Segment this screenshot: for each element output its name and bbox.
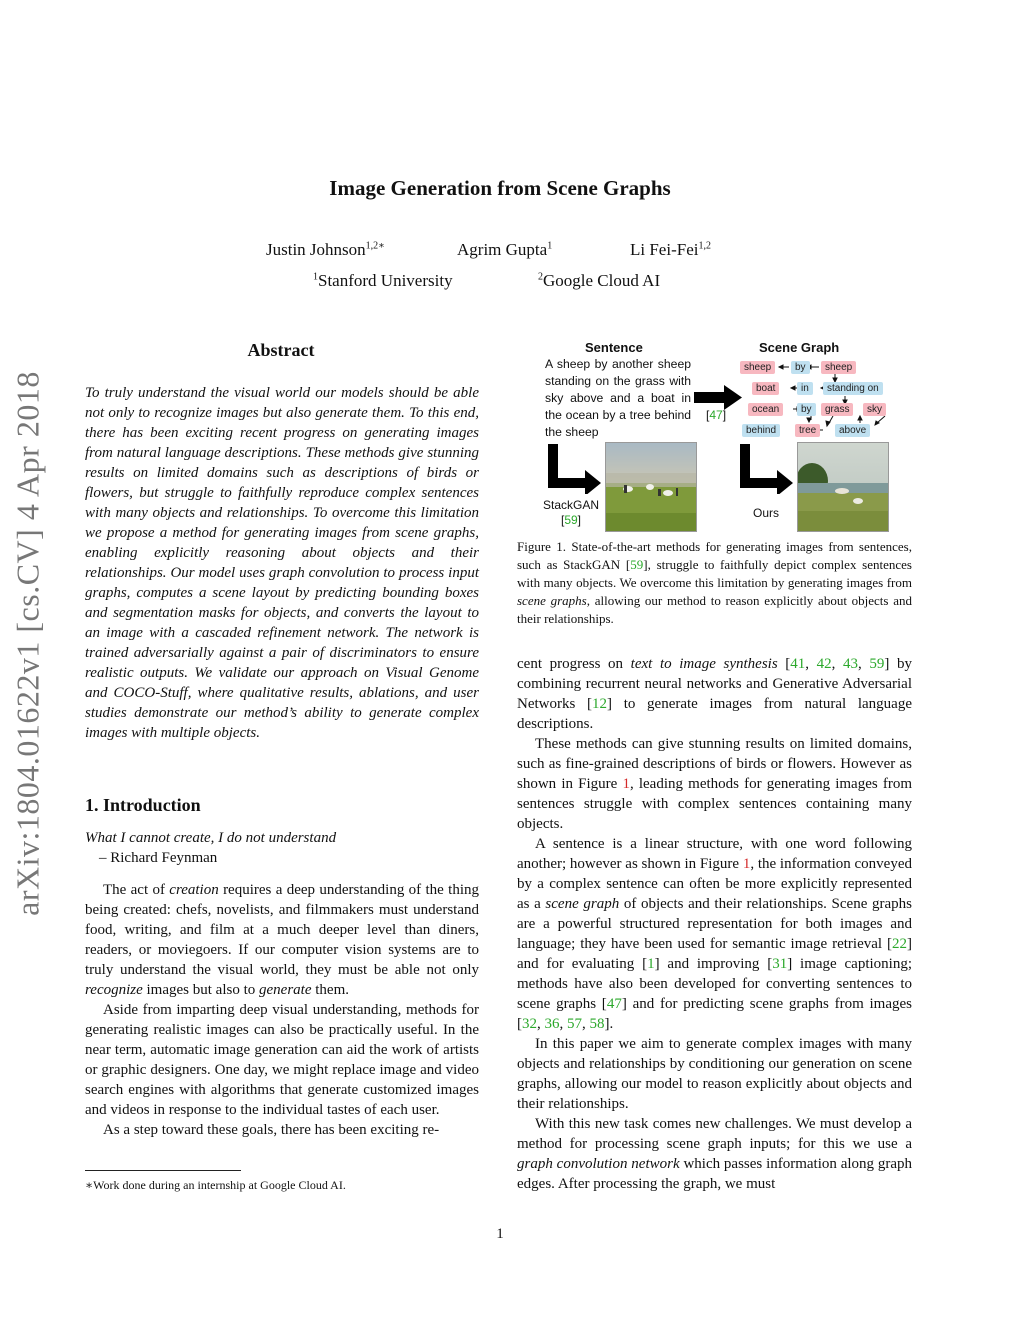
node-behind: behind (742, 424, 780, 437)
node-in: in (797, 382, 813, 395)
node-sky: sky (863, 403, 886, 416)
author-1: Justin Johnson$^{1,2∗}$ (266, 240, 385, 259)
footnote-rule (85, 1170, 241, 1171)
node-boat: boat (752, 382, 779, 395)
node-above: above (835, 424, 870, 437)
stackgan-label: StackGAN [59] (542, 498, 599, 527)
paragraph: cent progress on text to image synthesis [41, 42, 43, 59] by combining recurrent neural networks and Generative Adversarial Networks [12] to generate images from natural language descriptions. (517, 656, 913, 732)
our-output-image (797, 442, 889, 532)
scene-graph (737, 360, 915, 440)
figure-1 (515, 336, 915, 536)
abstract-heading: Abstract (247, 340, 315, 360)
node-sheep: sheep (740, 361, 775, 374)
paragraph: The act of creation requires a deep understanding of the thing being created: chefs, novelists, and filmmakers must understand food, writing, and film at a much deeper level than diners, readers, or moviegoers. If our computer vision systems are to truly understand the visual world, they must be able not only recognize images but also to generate them. (85, 882, 479, 998)
node-sheep: sheep (821, 361, 856, 374)
page-number: 1 (496, 1226, 504, 1242)
abstract-text: To truly understand the visual world our models should be able not only to recognize images but also generate them. To this end, there has been exciting recent progress on generating images from natural language descriptions. These methods give stunning results on limited domains such as descriptions of birds or flowers, but struggle to faithfully reproduce complex sentences with many objects and relationships. To overcome this limitation we propose a method for generating images from scene graphs, enabling explicitly reasoning about objects and their relationships. Our model uses graph convolution to process input graphs, computes a scene layout by predicting bounding boxes and segmentation masks for objects, and converts the layout to an image with a cascaded refinement network. The network is trained adversarially against a pair of discriminators to ensure realistic outputs. We validate our approach on Visual Genome and COCO-Stuff, where qualitative results, ablations, and user studies demonstrate our method’s ability to generate complex images with multiple objects. (85, 385, 479, 741)
author-3: Li Fei-Fei$^{1,2}$ (630, 240, 711, 259)
introduction-heading: 1. Introduction (85, 795, 201, 815)
paragraph: A sentence is a linear structure, with one word following another; however as shown in Figure 1, the information conveyed by a complex sentence can often be more explicitly represented as a scene graph of objects and their relationships. Scene graphs are a powerful structured representation for both images and language; they have been used for semantic image retrieval [22] and for evaluating [1] and improving [31] image captioning; methods have also been developed for converting sentences to scene graphs [47] and for predicting scene graphs from images [32, 36, 57, 58]. (517, 836, 913, 1032)
paper-title: Image Generation from Scene Graphs (329, 176, 671, 200)
epigraph (85, 828, 336, 868)
paragraph: In this paper we aim to generate complex images with many objects and relationships by conditioning our generation on scene graphs, allowing our model to reason explicitly about objects and their relationships. (517, 1036, 912, 1112)
node-grass: grass (821, 403, 853, 416)
node-by: by (791, 361, 810, 374)
affiliation-1: $^1$Stanford University (313, 271, 453, 290)
left-column-body (85, 880, 479, 1140)
sentence-heading: Sentence (585, 340, 643, 355)
right-column-body (517, 654, 912, 1194)
arxiv-stamp: arXiv:1804.01622v1 [cs.CV] 4 Apr 2018 (9, 371, 46, 916)
node-standing-on: standing on (823, 382, 883, 395)
ours-label: Ours (753, 506, 780, 520)
node-tree: tree (795, 424, 820, 437)
input-sentence: A sheep by another sheep standing on the grass with sky above and a boat in the ocean by a tree behind the sheep (545, 357, 691, 439)
figure-caption: Figure 1. State-of-the-art methods for generating images from sentences, such as StackGAN [59], struggle to faithfully depict complex sentences with many objects. We overcome this limitation by generating images from scene graphs, allowing our method to reason explicitly about objects and their relationships. (517, 539, 912, 626)
paragraph: Aside from imparting deep visual understanding, methods for generating realistic images can also be practically useful. In the near term, automatic image generation can aid the work of artists or graphic designers. One day, we might replace image and video search engines with algorithms that generate customized images and videos in response to the individual tastes of each user. (85, 1002, 479, 1118)
node-by: by (797, 403, 816, 416)
sentence-citation: [47] (706, 408, 727, 422)
paragraph: As a step toward these goals, there has been exciting re- (103, 1122, 440, 1138)
epigraph-text: What I cannot create, I do not understand (85, 830, 337, 846)
down-right-arrow-icon (545, 444, 605, 494)
paragraph: These methods can give stunning results on limited domains, such as fine-grained descriptions of birds or flowers. However as shown in Figure 1, leading methods for generating images from sentences struggle with complex sentences containing many objects. (517, 736, 913, 832)
author-2: Agrim Gupta$^1$ (457, 240, 553, 259)
node-ocean: ocean (748, 403, 783, 416)
down-right-arrow-icon (737, 444, 797, 494)
scene-graph-heading: Scene Graph (759, 340, 840, 355)
paragraph: With this new task comes new challenges. We must develop a method for processing scene graph inputs; for this we use a graph convolution network which passes information along graph edges. After processing the graph, we must (517, 1116, 913, 1192)
epigraph-author: – Richard Feynman (99, 850, 218, 866)
stackgan-output-image (605, 442, 697, 532)
footnote: ∗Work done during an internship at Google Cloud AI. (85, 1178, 346, 1192)
affiliation-2: $^2$Google Cloud AI (538, 271, 661, 290)
